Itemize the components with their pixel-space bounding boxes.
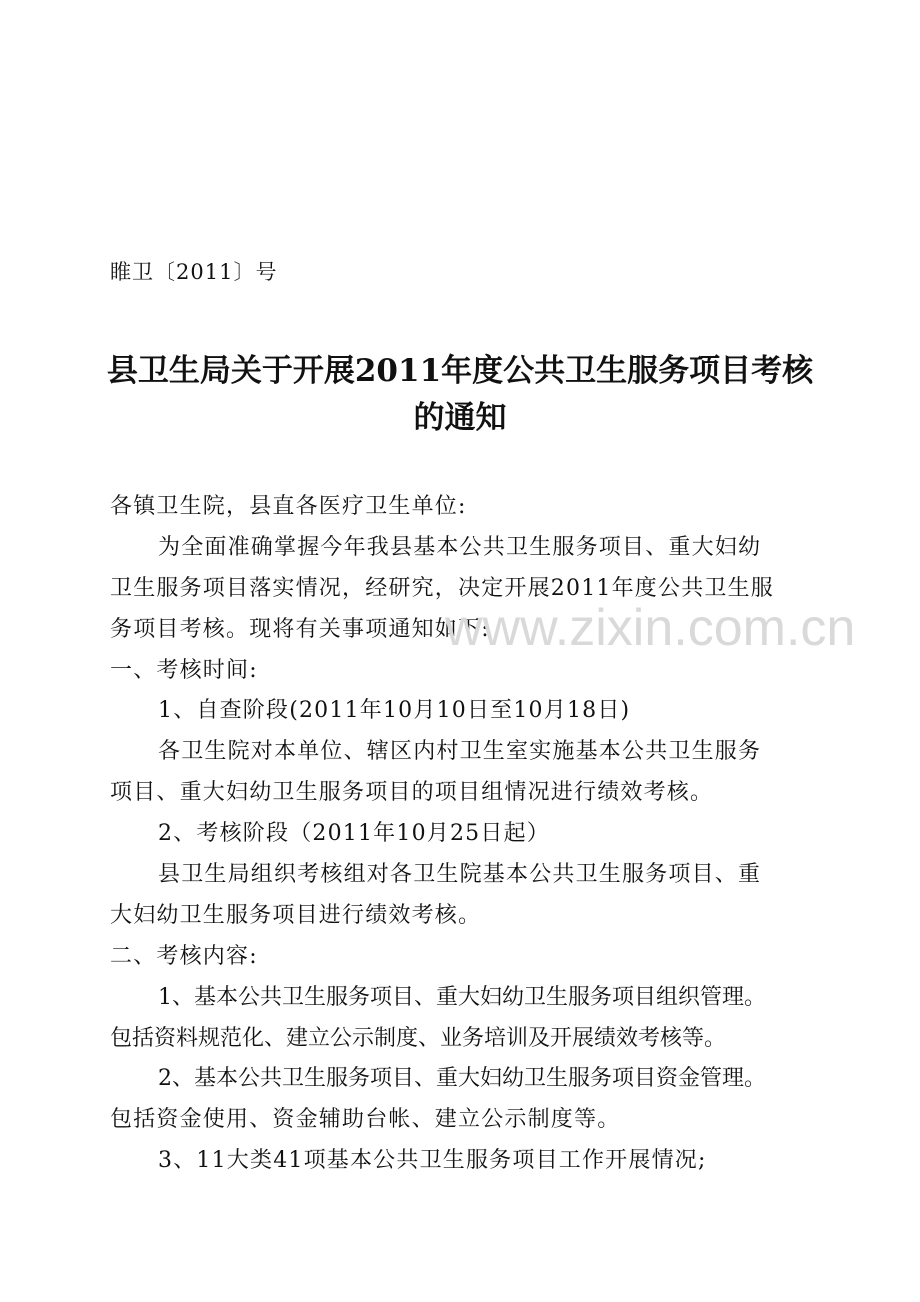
paragraph-line: 为全面准确掌握今年我县基本公共卫生服务项目、重大妇幼 <box>158 534 762 560</box>
subsection-heading: 1、自查阶段(2011年10月10日至10月18日) <box>158 698 631 724</box>
title-line-1: 县卫生局关于开展2011年度公共卫生服务项目考核 <box>106 353 814 389</box>
paragraph-line: 各卫生院对本单位、辖区内村卫生室实施基本公共卫生服务 <box>158 739 762 765</box>
document-number: 睢卫〔2011〕号 <box>110 260 278 284</box>
title-line-2: 的通知 <box>413 400 507 436</box>
document-title <box>100 348 820 442</box>
paragraph-line: 卫生服务项目落实情况，经研究，决定开展2011年度公共卫生服 <box>110 575 774 601</box>
paragraph-line: 1、基本公共卫生服务项目、重大妇幼卫生服务项目组织管理。 <box>158 984 766 1010</box>
paragraph-line: 包括资料规范化、建立公示制度、业务培训及开展绩效考核等。 <box>110 1025 727 1051</box>
watermark-text: www.zixin.com.cn <box>445 599 856 657</box>
section-heading: 二、考核内容: <box>110 943 258 969</box>
paragraph-line: 务项目考核。现将有关事项通知如下: <box>110 616 490 642</box>
paragraph-line: 县卫生局组织考核组对各卫生院基本公共卫生服务项目、重 <box>158 862 762 888</box>
section-heading: 一、考核时间: <box>110 657 258 683</box>
paragraph-line: 包括资金使用、资金辅助台帐、建立公示制度等。 <box>110 1107 621 1133</box>
paragraph-line: 2、基本公共卫生服务项目、重大妇幼卫生服务项目资金管理。 <box>158 1066 766 1092</box>
salutation: 各镇卫生院，县直各医疗卫生单位: <box>110 494 467 519</box>
subsection-heading: 2、考核阶段（2011年10月25日起） <box>158 821 550 847</box>
paragraph-line: 大妇幼卫生服务项目进行绩效考核。 <box>110 902 482 928</box>
paragraph-line: 项目、重大妇幼卫生服务项目的项目组情况进行绩效考核。 <box>110 780 714 806</box>
document-body <box>110 487 810 1182</box>
paragraph-line: 3、11大类41项基本公共卫生服务项目工作开展情况; <box>158 1148 707 1174</box>
